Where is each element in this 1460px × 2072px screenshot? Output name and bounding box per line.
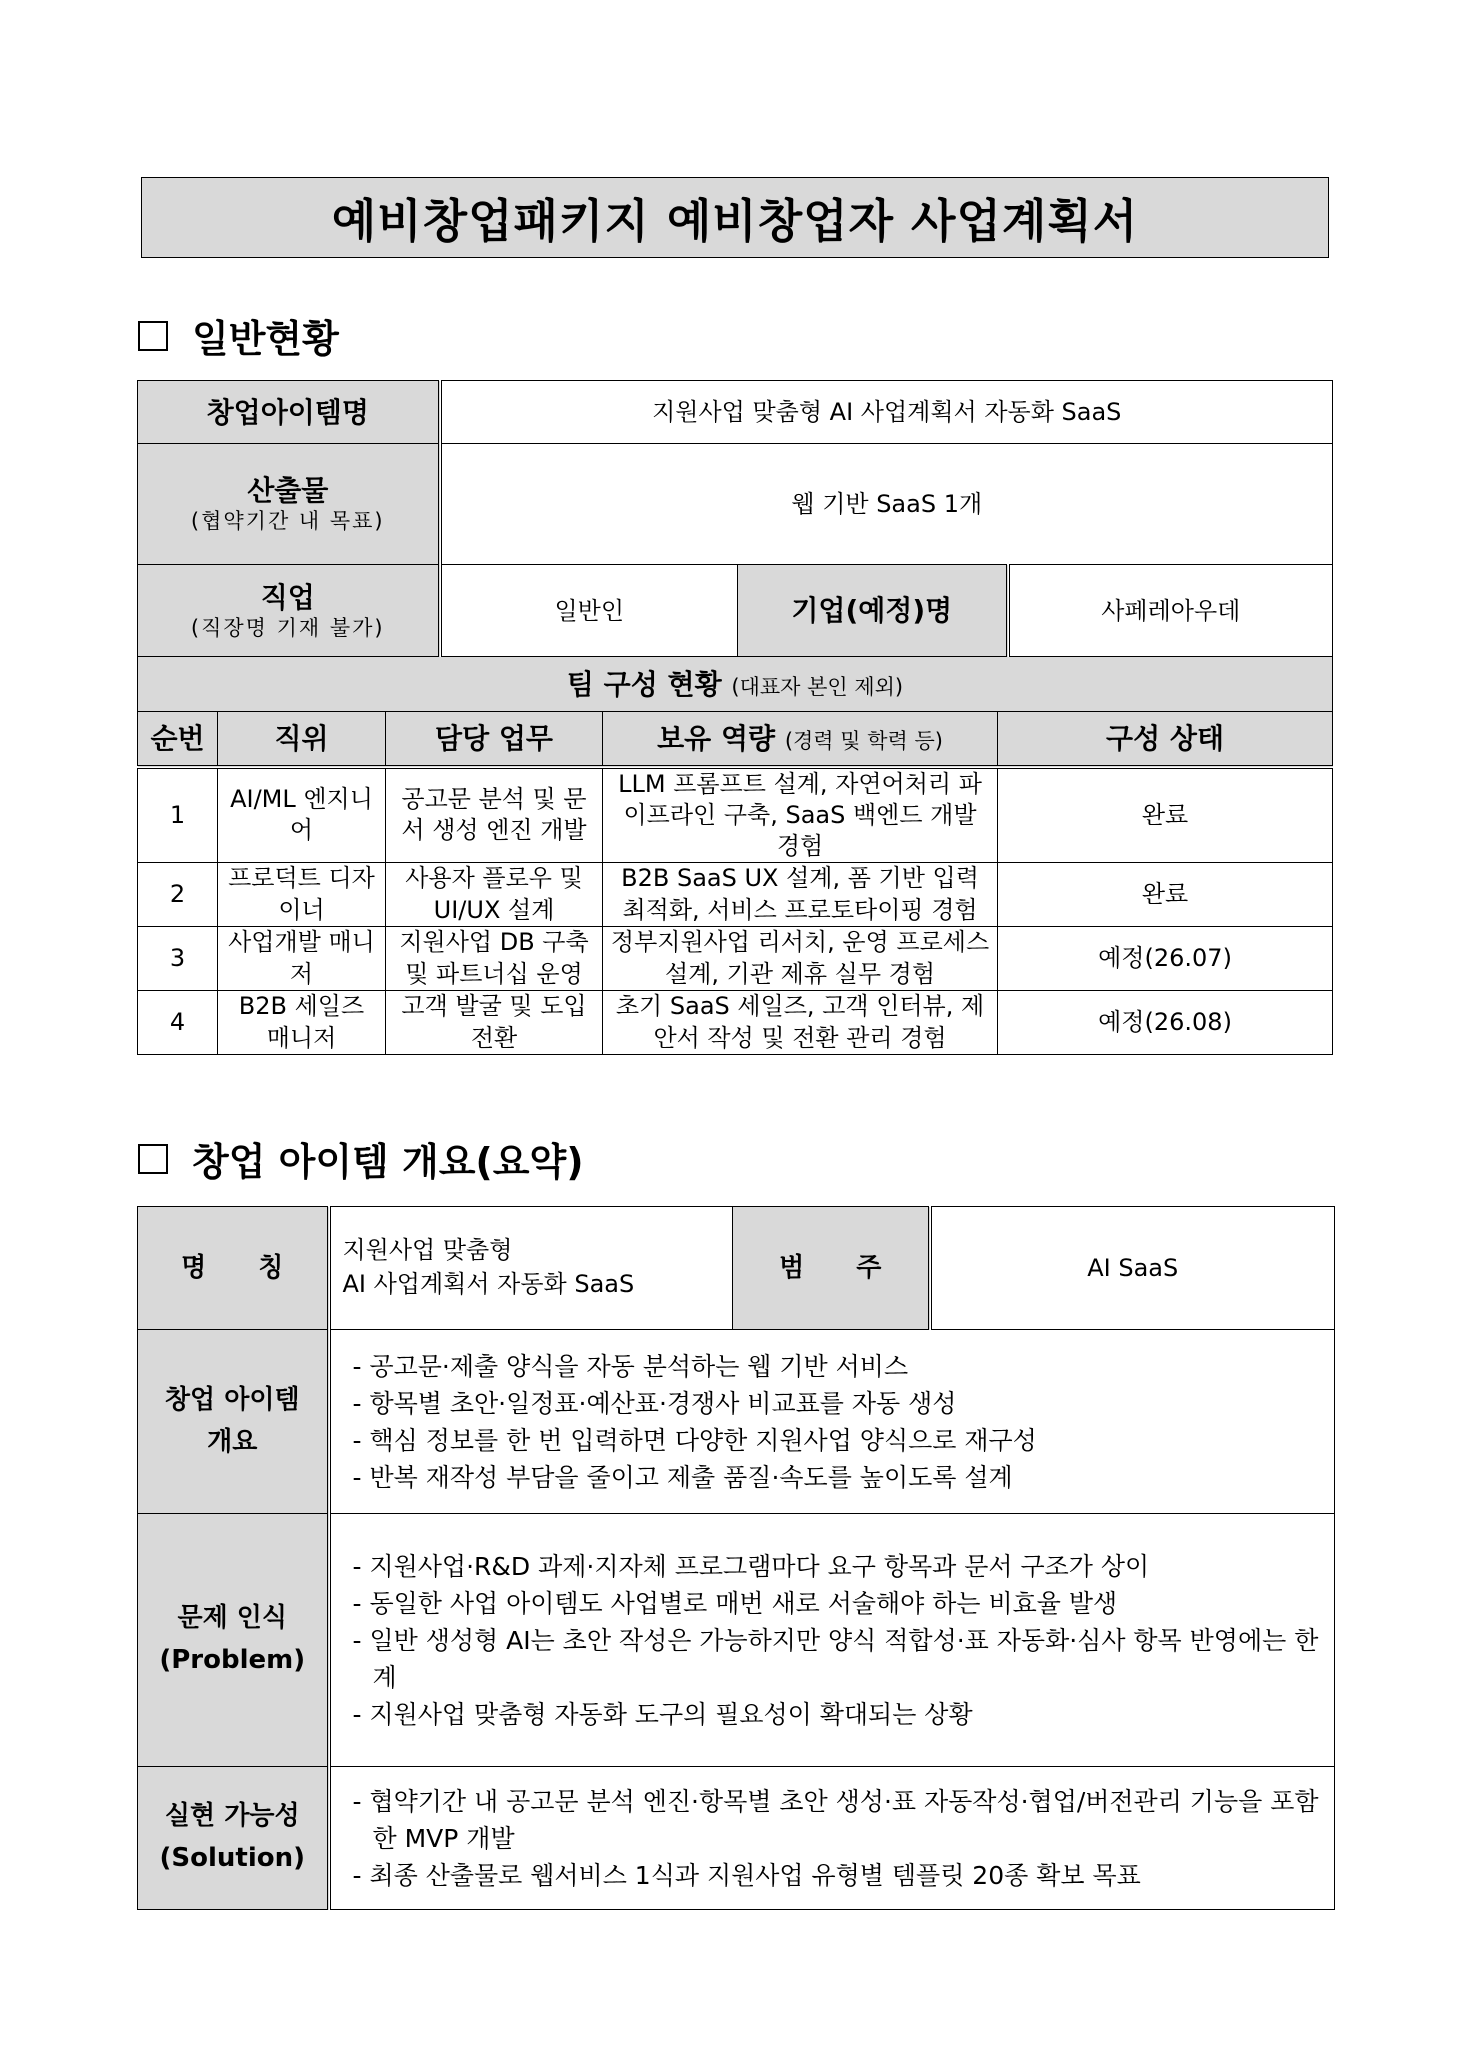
list-item: - 협약기간 내 공고문 분석 엔진·항목별 초안 생성·표 자동작성·협업/버전관리 기능을 포함한 MVP 개발 — [352, 1786, 1319, 1853]
item-summary-table — [137, 1206, 1335, 1910]
section-heading-label: 일반현황 — [192, 317, 339, 361]
team-duty: 고객 발굴 및 도입 전환 — [386, 991, 603, 1055]
team-position: B2B 세일즈 매니저 — [218, 991, 386, 1055]
team-position: 사업개발 매니저 — [218, 927, 386, 991]
table-row — [138, 863, 1333, 927]
team-capability: B2B SaaS UX 설계, 폼 기반 입력 최적화, 서비스 프로토타이핑 경험 — [603, 863, 998, 927]
col-header-duty: 담당 업무 — [386, 712, 603, 767]
list-item: - 반복 재작성 부담을 줄이고 제출 품질·속도를 높이도록 설계 — [352, 1462, 1013, 1492]
col-header-position: 직위 — [218, 712, 386, 767]
team-capability: 정부지원사업 리서치, 운영 프로세스 설계, 기관 제휴 실무 경험 — [603, 927, 998, 991]
team-capability: 초기 SaaS 세일즈, 고객 인터뷰, 제안서 작성 및 전환 관리 경험 — [603, 991, 998, 1055]
team-duty: 사용자 플로우 및 UI/UX 설계 — [386, 863, 603, 927]
table-row — [138, 767, 1333, 863]
list-item: - 동일한 사업 아이템도 사업별로 매번 새로 서술해야 하는 비효율 발생 — [352, 1588, 1118, 1618]
col-header-status: 구성 상태 — [998, 712, 1333, 767]
company-value: 사페레아우데 — [1008, 565, 1333, 657]
list-item: - 항목별 초안·일정표·예산표·경쟁사 비교표를 자동 생성 — [352, 1388, 957, 1418]
team-no: 2 — [138, 863, 218, 927]
list-item: - 일반 생성형 AI는 초안 작성은 가능하지만 양식 적합성·표 자동화·심사 항목 반영에는 한계 — [352, 1625, 1319, 1692]
team-no: 4 — [138, 991, 218, 1055]
table-row — [138, 927, 1333, 991]
item-name-value: 지원사업 맞춤형 AI 사업계획서 자동화 SaaS — [440, 381, 1333, 444]
overview-label: 창업 아이템 개요 — [138, 1330, 329, 1514]
list-item: - 최종 산출물로 웹서비스 1식과 지원사업 유형별 템플릿 20종 확보 목표 — [352, 1860, 1141, 1890]
problem-label: 문제 인식 (Problem) — [138, 1514, 329, 1767]
document-title: 예비창업패키지 예비창업자 사업계획서 — [141, 177, 1329, 258]
team-capability: LLM 프롬프트 설계, 자연어처리 파이프라인 구축, SaaS 백엔드 개발 경험 — [603, 767, 998, 863]
section-heading-general — [138, 308, 339, 363]
list-item: - 지원사업·R&D 과제·지자체 프로그램마다 요구 항목과 문서 구조가 상이 — [352, 1551, 1150, 1581]
team-no: 3 — [138, 927, 218, 991]
solution-label: 실현 가능성 (Solution) — [138, 1767, 329, 1910]
list-item: - 지원사업 맞춤형 자동화 도구의 필요성이 확대되는 상황 — [352, 1699, 973, 1729]
team-no: 1 — [138, 767, 218, 863]
category-value: AI SaaS — [930, 1207, 1335, 1330]
solution-content — [329, 1767, 1335, 1910]
item-name-label: 창업아이템명 — [138, 381, 440, 444]
col-header-no: 순번 — [138, 712, 218, 767]
overview-content — [329, 1330, 1335, 1514]
team-status: 예정(26.07) — [998, 927, 1333, 991]
team-status: 예정(26.08) — [998, 991, 1333, 1055]
output-value: 웹 기반 SaaS 1개 — [440, 444, 1333, 565]
job-label: 직업 (직장명 기재 불가) — [138, 565, 440, 657]
team-status: 완료 — [998, 767, 1333, 863]
team-duty: 지원사업 DB 구축 및 파트너십 운영 — [386, 927, 603, 991]
team-section-header: 팀 구성 현황 (대표자 본인 제외) — [138, 657, 1333, 712]
output-label: 산출물 (협약기간 내 목표) — [138, 444, 440, 565]
job-value: 일반인 — [440, 565, 738, 657]
checkbox-icon — [138, 1144, 168, 1174]
team-position: 프로덕트 디자이너 — [218, 863, 386, 927]
list-item: - 공고문·제출 양식을 자동 분석하는 웹 기반 서비스 — [352, 1351, 909, 1381]
problem-content — [329, 1514, 1335, 1767]
col-header-capability: 보유 역량 (경력 및 학력 등) — [603, 712, 998, 767]
company-label: 기업(예정)명 — [738, 565, 1008, 657]
checkbox-icon — [138, 321, 168, 351]
category-label: 범 주 — [733, 1207, 930, 1330]
team-status: 완료 — [998, 863, 1333, 927]
section-heading-label: 창업 아이템 개요(요약) — [192, 1140, 584, 1184]
team-position: AI/ML 엔지니어 — [218, 767, 386, 863]
general-status-table — [137, 380, 1333, 1055]
table-row — [138, 991, 1333, 1055]
team-duty: 공고문 분석 및 문서 생성 엔진 개발 — [386, 767, 603, 863]
section-heading-summary — [138, 1131, 584, 1186]
name-value: 지원사업 맞춤형 AI 사업계획서 자동화 SaaS — [329, 1207, 733, 1330]
name-label: 명 칭 — [138, 1207, 329, 1330]
list-item: - 핵심 정보를 한 번 입력하면 다양한 지원사업 양식으로 재구성 — [352, 1425, 1037, 1455]
